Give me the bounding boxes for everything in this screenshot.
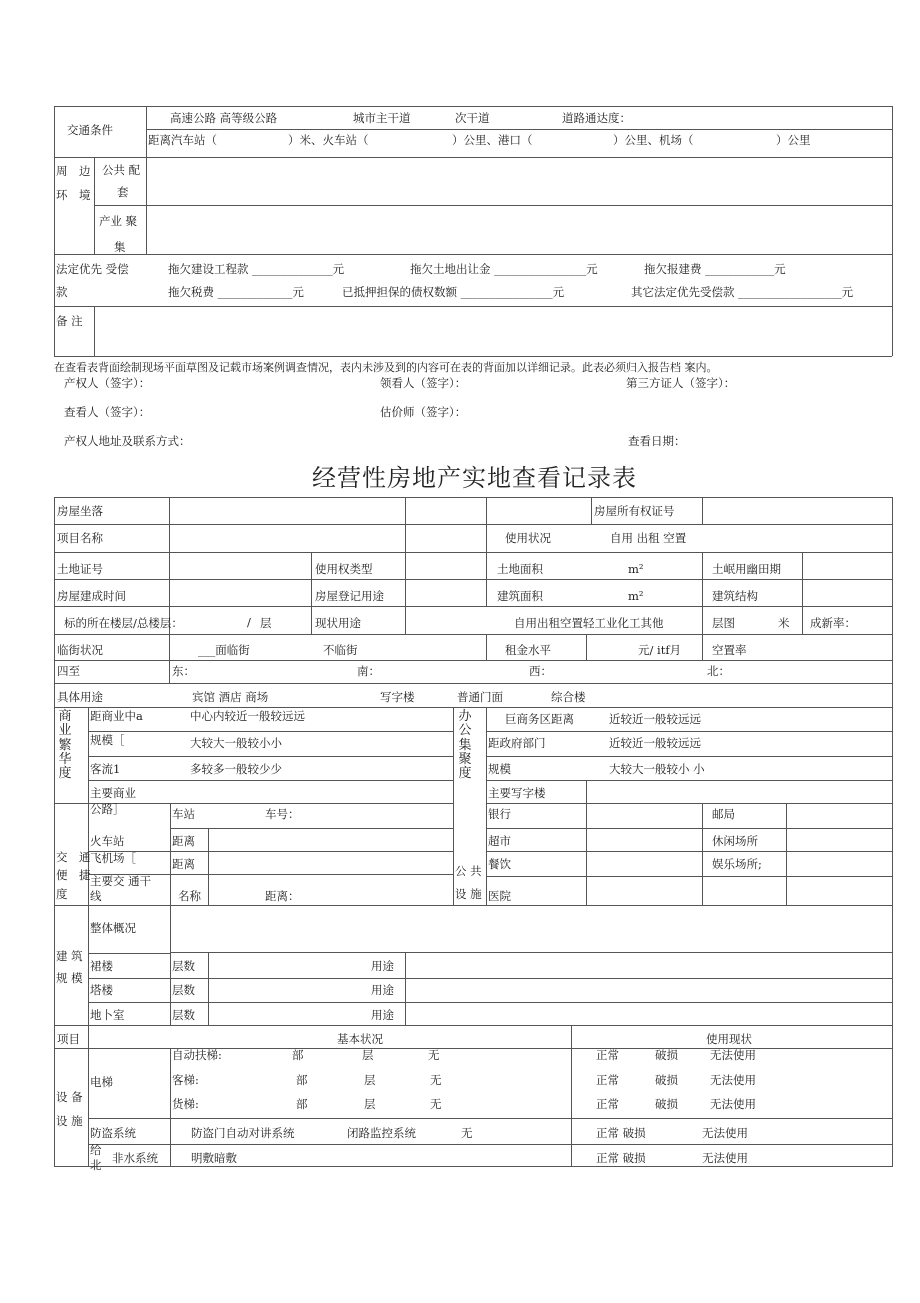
label-leisure: 休闲场所 xyxy=(712,834,758,848)
label-main-road-b: 线 xyxy=(90,889,102,903)
label-current-use: 现状用途 xyxy=(315,616,361,630)
office-label: 办公集聚度 xyxy=(458,709,472,782)
floor-unit: 层 xyxy=(260,616,272,630)
legal-1: 拖欠建设工程款 ______________元 xyxy=(168,262,345,276)
inspector-sign: 查看人（签字）： xyxy=(64,405,151,419)
street-not: 不临街 xyxy=(323,643,358,657)
office-scale-options: 大较大一般较小 小 xyxy=(609,762,705,776)
security-unusable: 无法使用 xyxy=(702,1126,748,1140)
label-water-b: 北 xyxy=(90,1158,102,1172)
label-distance-train: 距离 xyxy=(172,834,195,848)
dist-airport: ）公里、机场（ xyxy=(613,133,694,147)
specific-use-c: 普通门面 xyxy=(457,690,503,704)
street-face: ___面临街 xyxy=(198,643,250,657)
freight-bu: 部 xyxy=(296,1097,308,1111)
label-land-expiry: 土岷用幽田期 xyxy=(712,562,781,576)
esc-normal: 正常 xyxy=(596,1048,619,1062)
label-basic-status: 基本状况 xyxy=(337,1032,383,1046)
label-boundaries: 四至 xyxy=(57,664,80,678)
unit-meter: 米 xyxy=(778,616,790,630)
third-sign: 第三方证人（签字）： xyxy=(626,376,736,390)
label-supermarket: 超市 xyxy=(488,834,511,848)
floor-slash: / xyxy=(247,615,251,629)
owner-sign: 产权人（签字）： xyxy=(64,376,151,390)
owner-address: 产权人地址及联系方式： xyxy=(64,434,191,448)
label-land-right-type: 使用权类型 xyxy=(315,562,373,576)
pass-damaged: 破损 xyxy=(655,1073,678,1087)
label-dist-gov: 距政府部门 xyxy=(488,736,546,750)
public-fac-a: 公 共 xyxy=(455,864,482,878)
dist-port: ）公里、港口（ xyxy=(452,133,533,147)
freight-damaged: 破损 xyxy=(655,1097,678,1111)
freight-wu: 无 xyxy=(430,1097,442,1111)
label-scale: 规模［ xyxy=(90,733,125,747)
label-airport: 飞机场［ xyxy=(90,851,136,865)
label-east: 东： xyxy=(172,664,195,678)
label-newness: 成新率： xyxy=(810,616,856,630)
label-land-area: 土地面积 xyxy=(497,562,543,576)
rent-unit: 元/ itf月 xyxy=(638,643,682,657)
label-west: 西： xyxy=(529,664,552,678)
label-entertain: 娱乐场所; xyxy=(712,857,762,871)
drainage-normal-damaged: 正常 破损 xyxy=(596,1151,646,1165)
label-usage-tower: 用途 xyxy=(371,983,394,997)
label-floor-height: 层图 xyxy=(712,616,735,630)
label-post: 邮局 xyxy=(712,807,735,821)
traffic-label: 交通条件 xyxy=(67,123,113,137)
public-label-b: 套 xyxy=(117,185,129,199)
remarks-label: 备 注 xyxy=(56,314,83,328)
esc-wu: 无 xyxy=(428,1048,440,1062)
label-project-name: 项目名称 xyxy=(57,531,103,545)
label-bus-station: 车站 xyxy=(172,807,195,821)
commerce-label: 商业繁华度 xyxy=(58,709,72,782)
scale-options: 大较大一般较小小 xyxy=(190,736,282,750)
label-water-a: 给 xyxy=(90,1143,102,1157)
label-dining: 餐饮 xyxy=(488,857,511,871)
label-structure: 建筑结构 xyxy=(712,589,758,603)
label-freight: 货梯: xyxy=(172,1097,199,1111)
appraiser-sign: 估价师（签字）： xyxy=(380,405,467,419)
label-north: 北： xyxy=(707,664,730,678)
dist-center-options: 中心内较近一般较远远 xyxy=(190,709,305,723)
building-scale-b: 规 模 xyxy=(56,971,83,985)
unit-m2-build: m² xyxy=(628,589,644,603)
label-floors-basement: 层数 xyxy=(172,1008,195,1022)
traffic-secondary: 次干道 xyxy=(455,111,490,125)
label-reg-use: 房屋登记用途 xyxy=(315,589,384,603)
industry-label-a: 产业 聚 xyxy=(99,214,138,228)
label-item: 项目 xyxy=(57,1032,80,1046)
label-flow: 客流1 xyxy=(90,762,121,776)
pass-normal: 正常 xyxy=(596,1073,619,1087)
label-train-station: 火车站 xyxy=(90,834,125,848)
label-road-distance: 距离： xyxy=(265,889,300,903)
label-road-name: 名称 xyxy=(178,889,201,903)
legal-5: 已抵押担保的债权数额 ________________元 xyxy=(342,285,565,299)
traffic-roads: 高速公路 高等级公路 xyxy=(170,111,278,125)
label-tower: 塔楼 xyxy=(90,983,113,997)
label-drainage: 非水系统 xyxy=(112,1151,158,1165)
label-hospital: 医院 xyxy=(488,889,511,903)
dist-end: ）公里 xyxy=(776,133,811,147)
label-build-area: 建筑面积 xyxy=(497,589,543,603)
label-land-cert: 土地证号 xyxy=(57,562,103,576)
label-location: 房屋坐落 xyxy=(57,504,103,518)
label-usage-basement: 用途 xyxy=(371,1008,394,1022)
equip-label-b: 设 施 xyxy=(56,1114,83,1128)
security-options: 防盗门自动对讲系统 xyxy=(191,1126,295,1140)
label-bus-no: 车号： xyxy=(265,807,300,821)
esc-ceng: 层 xyxy=(362,1048,374,1062)
pass-unusable: 无法使用 xyxy=(710,1073,756,1087)
dist-cbd-options: 近较近一般较远远 xyxy=(609,712,701,726)
pass-bu: 部 xyxy=(296,1073,308,1087)
label-build-time: 房屋建成时间 xyxy=(57,589,126,603)
notes-line: 在查看表背面绘制现场平面草图及记载市场案例调查情况，表内未涉及到的内容可在表的背面加以详细记录。此表必须归入报告档 案内。 xyxy=(54,361,718,374)
label-dist-center: 距商业中a xyxy=(90,709,143,723)
pass-ceng: 层 xyxy=(364,1073,376,1087)
label-use-current: 使用现状 xyxy=(706,1032,752,1046)
security-none: 无 xyxy=(461,1126,473,1140)
public-fac-b: 设 施 xyxy=(455,887,482,901)
esc-bu: 部 xyxy=(292,1048,304,1062)
building-scale-a: 建 筑 xyxy=(56,949,83,963)
legal-label-b: 款 xyxy=(56,285,68,299)
traffic-conv-b: 便 捷 xyxy=(56,868,91,882)
label-usage-podium: 用途 xyxy=(371,959,394,973)
label-bank: 银行 xyxy=(488,807,511,821)
dist-gov-options: 近较近一般较远远 xyxy=(609,736,701,750)
label-specific-use: 具体用途 xyxy=(57,690,103,704)
traffic-conv-c: 度 xyxy=(56,887,68,901)
label-escalator: 自动扶梯: xyxy=(172,1048,222,1062)
inspect-date: 查看日期： xyxy=(628,434,686,448)
freight-normal: 正常 xyxy=(596,1097,619,1111)
label-main-commerce: 主要商业 xyxy=(90,786,136,800)
label-overall: 整体概况 xyxy=(90,921,136,935)
drainage-options: 明敷暗敷 xyxy=(191,1151,237,1165)
label-street-status: 临街状况 xyxy=(57,643,103,657)
label-floors-podium: 层数 xyxy=(172,959,195,973)
label-floor: 标的所在楼层/总楼层： xyxy=(64,616,183,630)
security-normal-damaged: 正常 破损 xyxy=(596,1126,646,1140)
specific-use-d: 综合楼 xyxy=(551,690,586,704)
unit-m2-land: m² xyxy=(628,562,644,576)
dist-bus: 距离汽车站（ xyxy=(148,133,217,147)
traffic-main: 城市主干道 xyxy=(353,111,411,125)
equip-label-a: 设 备 xyxy=(56,1090,83,1104)
label-rent-level: 租金水平 xyxy=(505,643,551,657)
specific-use-b: 写字楼 xyxy=(380,690,415,704)
legal-2: 拖欠土地出让金 ________________元 xyxy=(410,262,598,276)
legal-6: 其它法定优先受偿款 __________________元 xyxy=(631,285,854,299)
label-cctv: 闭路监控系统 xyxy=(347,1126,416,1140)
flow-options: 多较多一般较少少 xyxy=(190,762,282,776)
freight-ceng: 层 xyxy=(364,1097,376,1111)
label-use-status: 使用状况 xyxy=(505,531,551,545)
label-distance-airport: 距离 xyxy=(172,857,195,871)
label-passenger: 客梯: xyxy=(172,1073,199,1087)
legal-3: 拖欠报建费 ____________元 xyxy=(644,262,786,276)
label-ownership-cert: 房屋所有权证号 xyxy=(594,504,675,518)
label-vacancy: 空置率 xyxy=(712,643,747,657)
freight-unusable: 无法使用 xyxy=(710,1097,756,1111)
traffic-access: 道路通达度： xyxy=(562,111,631,125)
traffic-conv-a: 交 通 xyxy=(56,850,91,864)
drainage-unusable: 无法使用 xyxy=(702,1151,748,1165)
esc-unusable: 无法使用 xyxy=(710,1048,756,1062)
env-label-b: 环 境 xyxy=(56,188,91,202)
label-main-office: 主要写字楼 xyxy=(488,786,546,800)
esc-damaged: 破损 xyxy=(655,1048,678,1062)
form-title: 经营性房地产实地查看记录表 xyxy=(312,464,637,492)
label-south: 南： xyxy=(357,664,380,678)
env-label-a: 周 边 xyxy=(56,164,91,178)
current-use-options: 自用出租空置轻工业化工其他 xyxy=(514,616,664,630)
industry-label-b: 集 xyxy=(114,240,126,254)
label-basement: 地卜室 xyxy=(90,1008,125,1022)
label-elevator: 电梯 xyxy=(90,1075,113,1089)
label-main-road-a: 主要交 通干 xyxy=(90,874,152,888)
label-podium: 裙楼 xyxy=(90,959,113,973)
public-label-a: 公共 配 xyxy=(102,163,141,177)
label-dist-cbd: 巨商务区距离 xyxy=(505,712,574,726)
guide-sign: 领看人（签字）： xyxy=(380,376,467,390)
use-status-options: 自用 出租 空置 xyxy=(610,531,687,545)
legal-4: 拖欠税费 _____________元 xyxy=(168,285,304,299)
label-road: 公路］ xyxy=(90,802,125,816)
pass-wu: 无 xyxy=(430,1073,442,1087)
label-security: 防盗系统 xyxy=(90,1126,136,1140)
label-floors-tower: 层数 xyxy=(172,983,195,997)
legal-label-a: 法定优先 受偿 xyxy=(56,262,129,276)
label-office-scale: 规模 xyxy=(488,762,511,776)
specific-use-a: 宾馆 酒店 商场 xyxy=(192,690,269,704)
dist-train: ）米、火车站（ xyxy=(288,133,369,147)
